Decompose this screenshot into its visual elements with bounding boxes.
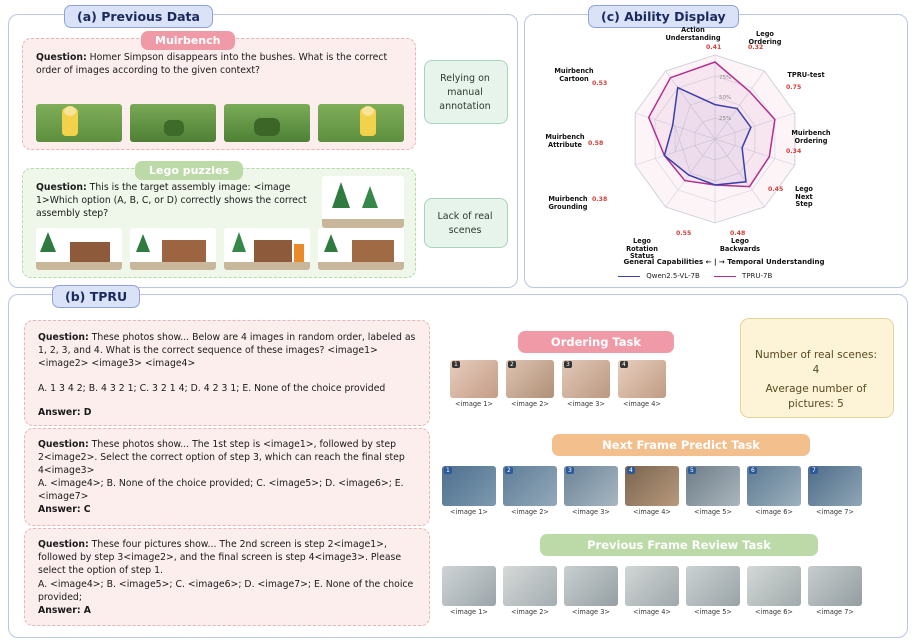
lego-question-text: This is the target assembly image: <image 1>Which option (A, B, C, or D) correctly shows the correct assembly step? bbox=[36, 182, 307, 220]
ordering-thumb-4: 4 <image 4> bbox=[618, 360, 666, 408]
muirbench-image-4 bbox=[318, 104, 404, 142]
radar-label-muirbench-attribute: Muirbench Attribute bbox=[545, 133, 585, 149]
prevframe-cap-6: <image 6> bbox=[755, 608, 793, 616]
radar-label-muirbench-ordering: Muirbench Ordering bbox=[791, 129, 831, 145]
radar-axis-caption bbox=[604, 258, 844, 266]
prevframe-cap-2: <image 2> bbox=[511, 608, 549, 616]
panel-b-title: (b) TPRU bbox=[52, 285, 140, 308]
radar-label-action-understanding: Action Understanding bbox=[665, 26, 721, 42]
prevframe-thumb-3 bbox=[564, 566, 618, 616]
radar-label-lego-rotation-status: Lego Rotation Status bbox=[626, 237, 658, 261]
radar-value-4: 0.45 bbox=[768, 186, 784, 193]
muirbench-tag: Muirbench bbox=[141, 31, 235, 50]
prevframe-question-label: Question: bbox=[38, 539, 89, 550]
axis-label-left: General Capabilities bbox=[623, 258, 704, 266]
prevframe-answer-label: Answer: bbox=[38, 605, 81, 616]
legend-label-qwen: Qwen2.5-VL-7B bbox=[646, 272, 700, 280]
radar-value-1: 0.32 bbox=[748, 44, 764, 51]
lego-question-label: Question: bbox=[36, 182, 87, 193]
muirbench-image-1 bbox=[36, 104, 122, 142]
radar-label-muirbench-cartoon: Muirbench Cartoon bbox=[554, 67, 594, 83]
nextframe-answer bbox=[38, 503, 91, 516]
radar-label-lego-next-step: Lego Next Step bbox=[795, 185, 813, 209]
nextframe-thumb-3: 3 <image 3> bbox=[564, 466, 618, 516]
lego-option-c bbox=[224, 228, 310, 270]
prevframe-answer bbox=[38, 604, 91, 617]
ordering-question-label: Question: bbox=[38, 332, 89, 343]
radar-value-5: 0.48 bbox=[730, 230, 746, 237]
legend-label-tpru: TPRU-7B bbox=[742, 272, 773, 280]
nextframe-thumb-2: 2 <image 2> bbox=[503, 466, 557, 516]
ordering-cap-4: <image 4> bbox=[623, 400, 661, 408]
lego-option-images bbox=[36, 228, 404, 270]
prevframe-thumbs bbox=[442, 566, 862, 616]
prevframe-cap-4: <image 4> bbox=[633, 608, 671, 616]
svg-text:75%: 75% bbox=[719, 75, 732, 81]
muirbench-question-text: Homer Simpson disappears into the bushes. What is the correct order of images according to the given context? bbox=[36, 52, 388, 77]
ordering-answer bbox=[38, 406, 92, 419]
prevframe-thumb-6 bbox=[747, 566, 801, 616]
ordering-thumb-2: 2 <image 2> bbox=[506, 360, 554, 408]
nextframe-thumb-7: 7 <image 7> bbox=[808, 466, 862, 516]
nextframe-cap-1: <image 1> bbox=[450, 508, 488, 516]
ordering-thumb-1: 1 <image 1> bbox=[450, 360, 498, 408]
legend-swatch-qwen bbox=[618, 276, 640, 277]
nextframe-cap-2: <image 2> bbox=[511, 508, 549, 516]
prevframe-question-text: These four pictures show... The 2nd screen is step 2<image1>, followed by step 3<image2>, and the final screen is step 4<image3>. Please select the option of step 1. bbox=[38, 539, 402, 577]
ordering-cap-2: <image 2> bbox=[511, 400, 549, 408]
nextframe-cap-4: <image 4> bbox=[633, 508, 671, 516]
ordering-options: A. 1 3 4 2; B. 4 3 2 1; C. 3 2 1 4; D. 4 2 3 1; E. None of the choice provided bbox=[38, 383, 386, 394]
prevframe-cap-5: <image 5> bbox=[694, 608, 732, 616]
radar-legend bbox=[618, 272, 772, 280]
tpru-stats-line2: Average number of pictures: 5 bbox=[765, 383, 867, 411]
radar-value-2: 0.75 bbox=[786, 84, 802, 91]
ordering-cap-3: <image 3> bbox=[567, 400, 605, 408]
ordering-answer-label: Answer: bbox=[38, 407, 81, 418]
radar-value-6: 0.55 bbox=[676, 230, 692, 237]
radar-value-7: 0.38 bbox=[592, 196, 608, 203]
nextframe-answer-value: C bbox=[80, 504, 91, 515]
prevframe-options: A. <image4>; B. <image5>; C. <image6>; D. <image7>; E. None of the choice provided; bbox=[38, 579, 414, 604]
ordering-thumb-3: 3 <image 3> bbox=[562, 360, 610, 408]
legend-item-qwen bbox=[618, 272, 700, 280]
muirbench-image-3 bbox=[224, 104, 310, 142]
lego-option-b bbox=[130, 228, 216, 270]
nextframe-thumb-1: 1 <image 1> bbox=[442, 466, 496, 516]
nextframe-task-tag: Next Frame Predict Task bbox=[552, 434, 810, 456]
radar-label-muirbench-grounding: Muirbench Grounding bbox=[548, 195, 588, 211]
nextframe-thumbs bbox=[442, 466, 862, 516]
prevframe-thumb-4 bbox=[625, 566, 679, 616]
panel-a-title: (a) Previous Data bbox=[64, 5, 213, 28]
ordering-question-text: These photos show... Below are 4 images in random order, labeled as 1, 2, 3, and 4. What is the correct sequence of these images? <image1> <image2> <image3> <image4> bbox=[38, 332, 416, 370]
prevframe-thumb-7 bbox=[808, 566, 862, 616]
nextframe-thumb-5: 5 <image 5> bbox=[686, 466, 740, 516]
prevframe-thumb-2 bbox=[503, 566, 557, 616]
nextframe-question bbox=[38, 438, 418, 478]
ordering-question bbox=[38, 331, 418, 371]
prevframe-cap-3: <image 3> bbox=[572, 608, 610, 616]
nextframe-question-text: These photos show... The 1st step is <image1>, followed by step 2<image2>. Select the correct option of step 3, which can reach the final step 4<image3> bbox=[38, 439, 405, 477]
axis-label-separator: ← | → bbox=[705, 258, 725, 266]
prevframe-thumb-1 bbox=[442, 566, 496, 616]
prevframe-question bbox=[38, 538, 418, 578]
legend-item-tpru bbox=[714, 272, 773, 280]
ordering-answer-value: D bbox=[80, 407, 92, 418]
radar-label-lego-backwards: Lego Backwards bbox=[719, 237, 761, 253]
lego-tag: Lego puzzles bbox=[135, 161, 243, 180]
muirbench-images bbox=[36, 104, 404, 142]
prevframe-cap-1: <image 1> bbox=[450, 608, 488, 616]
svg-text:25%: 25% bbox=[719, 116, 732, 122]
lego-option-a bbox=[36, 228, 122, 270]
prevframe-cap-7: <image 7> bbox=[816, 608, 854, 616]
nextframe-cap-6: <image 6> bbox=[755, 508, 793, 516]
muirbench-question bbox=[36, 51, 398, 77]
axis-label-right: Temporal Understanding bbox=[727, 258, 825, 266]
lego-option-d bbox=[318, 228, 404, 270]
ordering-thumbs bbox=[450, 360, 666, 408]
svg-text:50%: 50% bbox=[719, 95, 732, 101]
nextframe-thumb-4: 4 <image 4> bbox=[625, 466, 679, 516]
radar-value-9: 0.53 bbox=[592, 80, 608, 87]
radar-value-0: 0.41 bbox=[706, 44, 722, 51]
lego-note: Lack of real scenes bbox=[437, 211, 493, 236]
nextframe-thumb-6: 6 <image 6> bbox=[747, 466, 801, 516]
nextframe-cap-5: <image 5> bbox=[694, 508, 732, 516]
lego-target-image bbox=[322, 176, 404, 228]
nextframe-question-label: Question: bbox=[38, 439, 89, 450]
prevframe-answer-value: A bbox=[80, 605, 91, 616]
radar-label-tpru-test: TPRU-test bbox=[787, 71, 825, 79]
tpru-stats-line1: Number of real scenes: 4 bbox=[754, 349, 878, 377]
nextframe-cap-3: <image 3> bbox=[572, 508, 610, 516]
lego-question bbox=[36, 181, 316, 221]
nextframe-answer-label: Answer: bbox=[38, 504, 81, 515]
prevframe-thumb-5 bbox=[686, 566, 740, 616]
prevframe-task-tag: Previous Frame Review Task bbox=[540, 534, 818, 556]
radar-label-lego-ordering: Lego Ordering bbox=[748, 30, 782, 46]
radar-value-3: 0.34 bbox=[786, 148, 802, 155]
legend-swatch-tpru bbox=[714, 276, 736, 277]
muirbench-image-2 bbox=[130, 104, 216, 142]
nextframe-options: A. <image4>; B. None of the choice provided; C. <image5>; D. <image6>; E. <image7> bbox=[38, 478, 404, 503]
ordering-task-tag: Ordering Task bbox=[518, 331, 674, 353]
nextframe-cap-7: <image 7> bbox=[816, 508, 854, 516]
muirbench-question-label: Question: bbox=[36, 52, 87, 63]
panel-c-title: (c) Ability Display bbox=[588, 5, 739, 28]
radar-value-8: 0.58 bbox=[588, 140, 604, 147]
muirbench-note: Relying on manual annotation bbox=[439, 73, 491, 112]
ordering-cap-1: <image 1> bbox=[455, 400, 493, 408]
